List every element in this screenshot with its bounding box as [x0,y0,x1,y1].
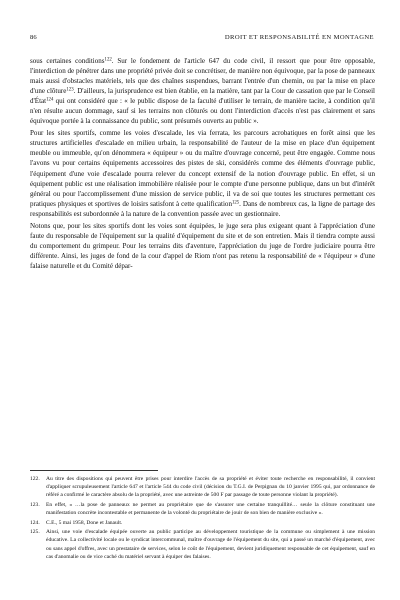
footnote-reference[interactable]: 125 [231,200,240,206]
running-title: DROIT ET RESPONSABILITÉ EN MONTAGNE [224,34,374,41]
footnote [30,519,375,527]
footnote-number: 122. [30,476,40,482]
footnote-number: 125. [30,529,40,536]
body-text-run: qui ont considéré que : « le public dispose de la faculté d'utiliser le terrain, de manière tacite, à condition qu'il n'en résulte aucun dommage, sauf si les terrains non clôturés ou dont l'interdiction d'accès n'est pas clairement et sans équivoque portée à la connaissance du public, sont présumés ouverts au public ». [30,97,375,126]
body-text-run: . D'ailleurs, la jurisprudence est bien établie, en la matière, tant par la Cour de cassation que par le Conseil d'État [30,87,375,106]
body-text-run: sous certaines conditions [30,57,105,65]
body-text-run: Notons que, pour les sites sportifs dont les voies sont équipées, le juge sera plus exigeant quant à l'appréciation d'une faute du responsable de l'équipement sur la qualité d'équipement du site et de son entretien. Mais il tiendra compte aussi du comportement du grimpeur. Pour les terrains dits d'aventure, l'appréciation du juge de l'ordre judiciaire pourra être différente. Ainsi, les juges de fond de la cour d'appel de Riom n'ont pas retenu la responsabilité de « l'équipeur » d'une falaise naturelle et du Comité dépar- [30,221,375,270]
footnote [30,528,375,560]
footnote-separator [30,470,158,471]
body-text-run: . Sur le fondement de l'article 647 du code civil, il ressort que pour être opposable, l'interdiction de pénétrer dans une propriété privée doit se concrétiser, de manière non équivoque, par la pose de panneaux mais aussi d'obstacles matériels, tels que des chaînes suspendues, barrant l'entrée d'un chemin, ou par la mise en place d'une clôture [30,57,375,96]
page-number: 86 [30,34,37,41]
body-paragraph [30,128,375,218]
footnote-reference[interactable]: 123 [66,87,74,93]
body-text-run: Pour les sites sportifs, comme les voies d'escalade, les via ferrata, les parcours acrobatiques en forêt ainsi que les structures artificielles d'escalade en milieu urbain, la responsabilité de l'auteur de la mise en place d'un équipement meuble ou immeuble, qu'on dénommera « équipeur » ou du maître d'ouvrage concerné, peut être engagée. Comme nous l'avons vu pour certains équipements accessoires des pistes de ski, considérés comme des éléments d'ouvrage public, l'équipement d'une voie d'escalade pourra relever du concept extensif de la notion d'ouvrage public. En effet, si un équipement public est une réalisation immobilière réalisée pour le compte d'une personne publique, dans un but d'intérêt général ou pour l'accomplissement d'une mission de service public, il va de soi que toutes les structures permettant ces pratiques physiques et sportives de loisirs satisfont à cette qualification [30,129,375,208]
footnote-text: C.E., 5 mai 1958, Done et Janault. [46,519,123,526]
body-paragraph [30,56,375,126]
footnote [30,501,375,517]
body-text [30,56,375,273]
body-paragraph [30,221,375,271]
footnote-text: En effet, « …la pose de panneaux ne permet au propriétaire que de s'assurer une certaine tranquillité… seule la clôture constituant une manifestation concrète incontestable et permanente de la volonté du propriétaire de jouir de son bien de manière exclusive ». [46,501,375,516]
footnote-number: 124. [30,519,40,526]
page-header [30,34,374,46]
footnote-reference[interactable]: 122 [104,57,112,63]
body-text-run: . Dans de nombreux cas, la ligne de partage des responsabilités est subordonnée à la nature de la convention passée avec un gestionnaire. [30,199,375,218]
footnote-text: Ainsi, une voie d'escalade équipée ouverte au public participe au développement touristique de la commune ou simplement à une mission éducative. La collectivité locale ou le syndicat intercommunal, maître d'ouvrage de l'équipement du site, qui a passé un marché d'équipement, avec ou sans appel d'offres, avec un prestataire de services, selon le coût de l'équipement, devient juridiquement responsable de cet équipement, sauf en cas d'anomalie ou de vice caché du matériel servant à équiper des falaises. [46,529,375,560]
footnote [30,475,375,499]
footnote-text: Au titre des dispositions qui peuvent être prises pour interdire l'accès de sa propriété et éviter toute recherche en responsabilité, il convient d'appliquer scrupuleusement l'article 647 et l'article 544 du code civil (décision du T.G.I. de Perpignan du 10 janvier 1995 qui, par ordonnance de référé a confirmé le caractère absolu de la propriété, avec une astreinte de 500 F par passage de toute personne violant la propriété). [46,476,375,499]
footnote-number: 123. [30,501,40,508]
footnote-reference[interactable]: 124 [46,97,54,103]
footnotes [30,475,375,562]
